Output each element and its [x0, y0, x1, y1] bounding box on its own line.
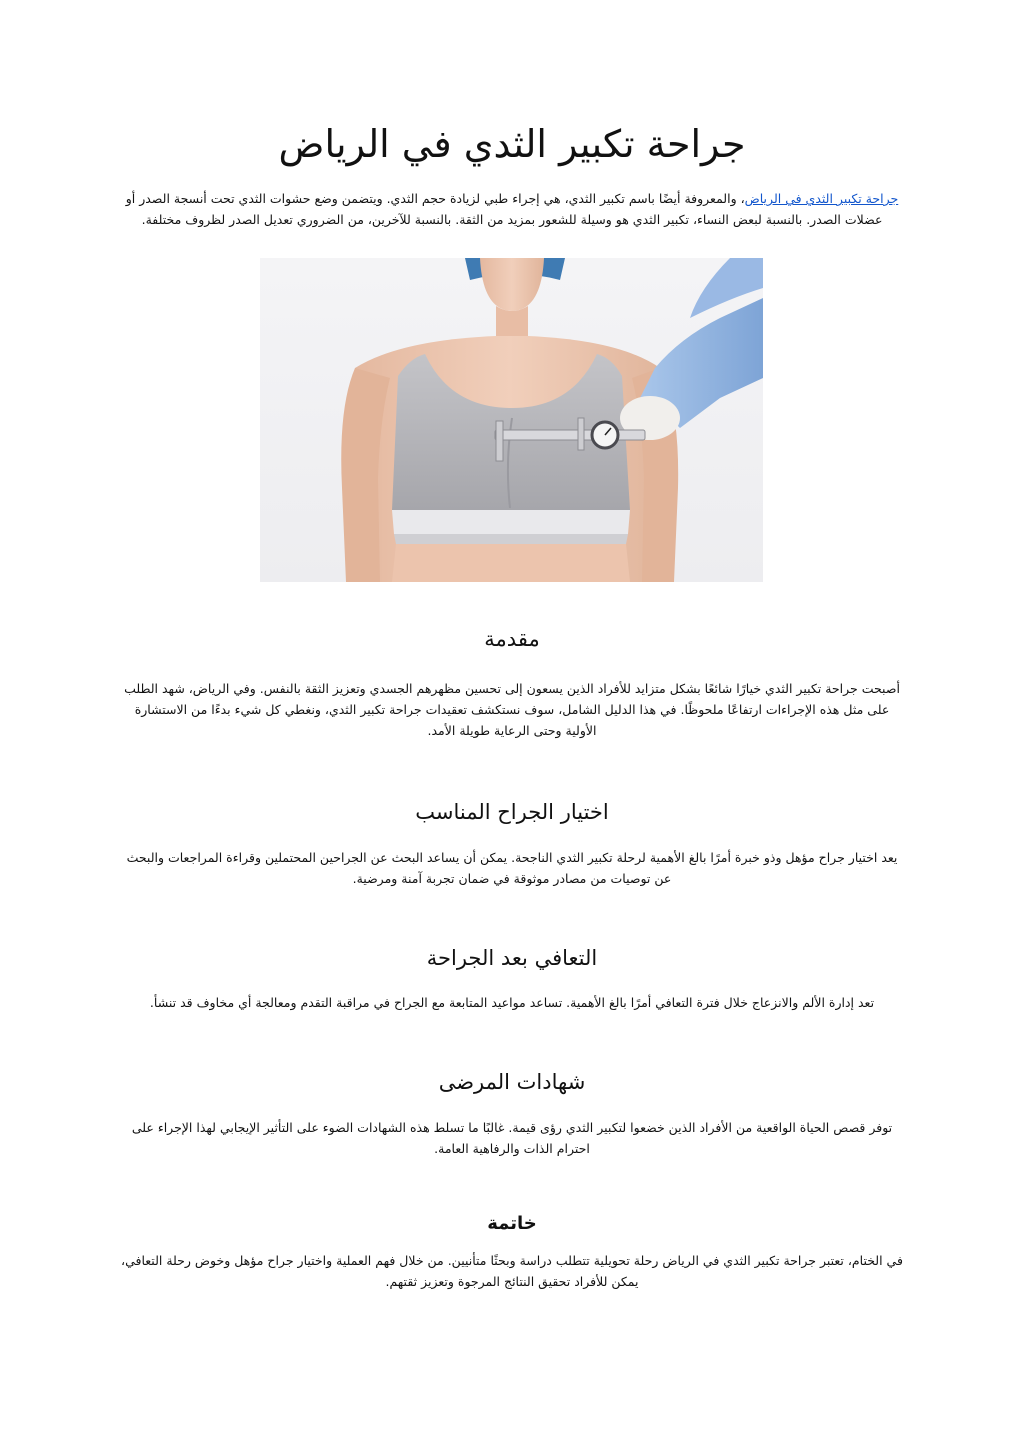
photo-illustration [260, 258, 763, 582]
page-title: جراحة تكبير الثدي في الرياض [278, 122, 746, 166]
section-heading-testimonials: شهادات المرضى [438, 1070, 586, 1094]
section-body-recovery: تعد إدارة الألم والانزعاج خلال فترة التعافي أمرًا بالغ الأهمية. تساعد مواعيد المتابعة مع الجراح في مراقبة التقدم ومعالجة أي مخاوف قد تنشأ. [149, 995, 875, 1010]
section-heading-choose-surgeon: اختيار الجراح المناسب [415, 800, 609, 824]
section-heading-conclusion: خاتمة [487, 1213, 537, 1234]
section-body-conclusion: في الختام، تعتبر جراحة تكبير الثدي في الرياض رحلة تحويلية تتطلب دراسة وبحثًا متأنيين. من خلال فهم العملية واختيار جراح مؤهل وخوض رحلة التعافي، يمكن للأفراد تحقيق النتائج المرجوة وتعزيز ثقتهم. [121, 1253, 903, 1289]
section-body-testimonials: توفر قصص الحياة الواقعية من الأفراد الذين خضعوا لتكبير الثدي رؤى قيمة. غالبًا ما تسلط هذه الشهادات الضوء على التأثير الإيجابي لهذا الإجراء على احترام الذات والرفاهية العامة. [131, 1120, 893, 1156]
section-body-choose-surgeon: يعد اختيار جراح مؤهل وذو خبرة أمرًا بالغ الأهمية لرحلة تكبير الثدي الناجحة. يمكن أن يساعد البحث عن الجراحين المحتملين وقراءة المراجعات والبحث عن توصيات من مصادر موثوقة في ضمان تجربة آمنة ومرضية. [126, 850, 898, 886]
intro-text: ، والمعروفة أيضًا باسم تكبير الثدي، هي إجراء طبي لزيادة حجم الثدي. ويتضمن وضع حشوات الثدي تحت أنسجة الصدر أو عضلات الصدر. بالنسبة لبعض النساء، تكبير الثدي هو وسيلة للشعور بمزيد من الثقة. بالنسبة للآخرين، من الضروري تعديل الصدر لظروف مختلفة. [125, 191, 883, 227]
intro-link[interactable]: جراحة تكبير الثدي في الرياض [744, 191, 899, 206]
section-body-intro: أصبحت جراحة تكبير الثدي خيارًا شائعًا بشكل متزايد للأفراد الذين يسعون إلى تحسين مظهرهم الجسدي وتعزيز الثقة بالنفس. وفي الرياض، شهد الطلب على مثل هذه الإجراءات ارتفاعًا ملحوظًا. في هذا الدليل الشامل، سوف نستكشف تعقيدات جراحة تكبير الثدي، ونغطي كل شيء بدءًا من الاستشارة الأولية وحتى الرعاية طويلة الأمد. [124, 681, 900, 738]
breast-measurement-photo [260, 258, 763, 582]
intro-paragraph [120, 188, 904, 230]
section-heading-recovery: التعافي بعد الجراحة [426, 946, 598, 970]
section-heading-intro: مقدمة [484, 627, 540, 651]
